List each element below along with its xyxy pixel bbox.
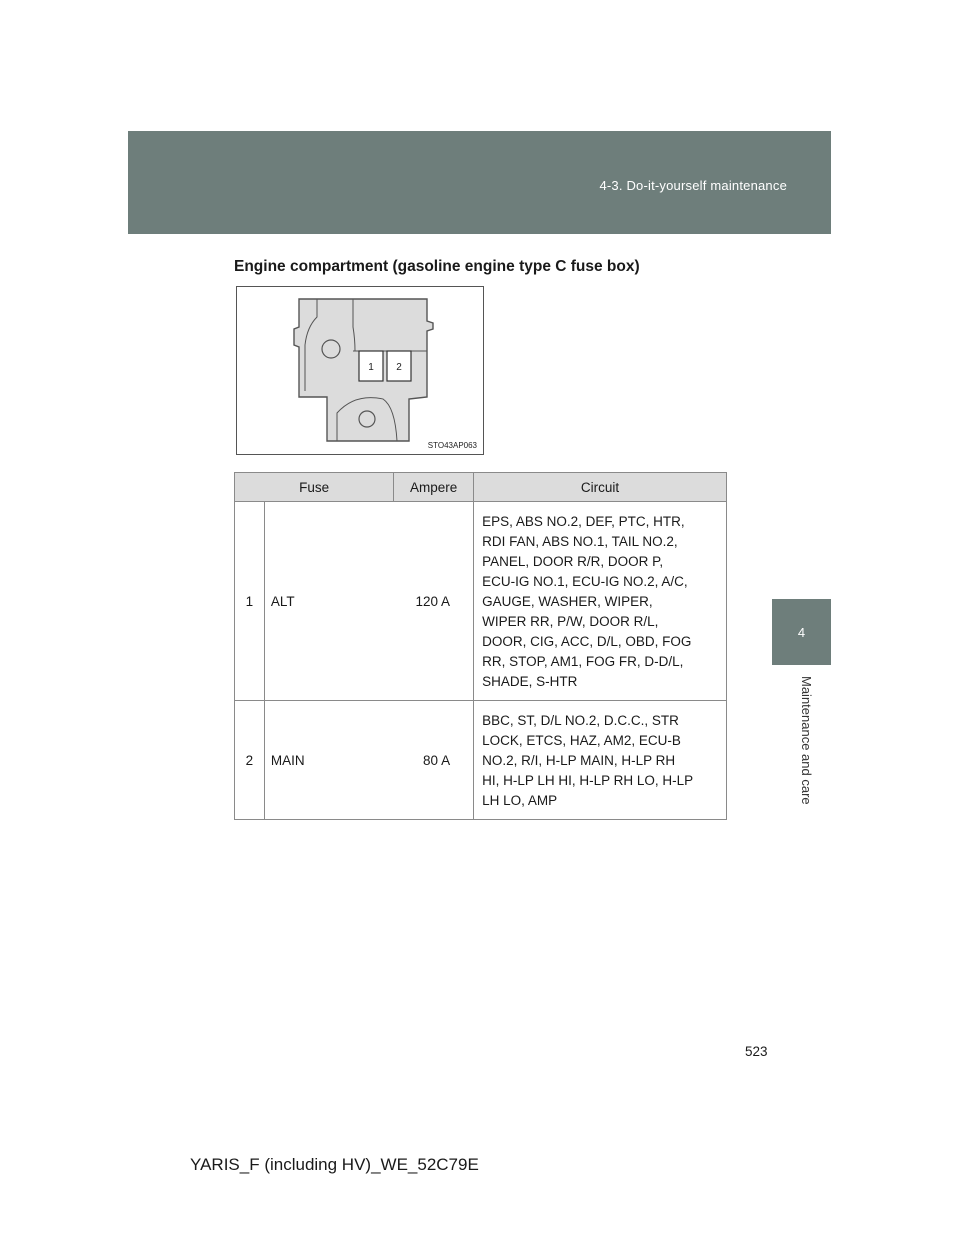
circuit-line: HI, H-LP LH HI, H-LP RH LO, H-LP bbox=[482, 773, 694, 788]
circuit-line: RDI FAN, ABS NO.1, TAIL NO.2, bbox=[482, 534, 678, 549]
fuse-label-1: 1 bbox=[368, 362, 374, 373]
figure-code: STO43AP063 bbox=[427, 441, 477, 450]
section-heading: 4-3. Do-it-yourself maintenance bbox=[599, 178, 787, 193]
chapter-label: Maintenance and care bbox=[799, 676, 814, 805]
chapter-number: 4 bbox=[797, 624, 806, 640]
table-row bbox=[235, 701, 727, 820]
circuit-line: WIPER RR, P/W, DOOR R/L, bbox=[482, 614, 659, 629]
header-circuit: Circuit bbox=[474, 473, 727, 502]
circuit-line: BBC, ST, D/L NO.2, D.C.C., STR bbox=[482, 713, 679, 728]
table-header-row bbox=[235, 473, 727, 502]
fuse-number: 1 bbox=[235, 502, 265, 701]
circuit-line: ECU-IG NO.1, ECU-IG NO.2, A/C, bbox=[482, 574, 688, 589]
fuse-ampere: 80 A bbox=[394, 701, 474, 820]
section-title: Engine compartment (gasoline engine type C fuse box) bbox=[234, 258, 640, 275]
circuit-line: PANEL, DOOR R/R, DOOR P, bbox=[482, 554, 664, 569]
circuit-line: SHADE, S-HTR bbox=[482, 674, 578, 689]
header-fuse: Fuse bbox=[235, 473, 394, 502]
circuit-line: LH LO, AMP bbox=[482, 793, 558, 808]
fuse-label-2: 2 bbox=[396, 362, 402, 373]
fuse-number: 2 bbox=[235, 701, 265, 820]
fuse-box-illustration bbox=[237, 287, 485, 456]
fuse-circuit bbox=[474, 701, 727, 820]
fuse-name: MAIN bbox=[264, 701, 393, 820]
fuse-name: ALT bbox=[264, 502, 393, 701]
table-row bbox=[235, 502, 727, 701]
fuse-table bbox=[234, 472, 727, 820]
mounting-post bbox=[359, 411, 375, 427]
mounting-post bbox=[322, 340, 340, 358]
header-ampere: Ampere bbox=[394, 473, 474, 502]
chapter-tab bbox=[772, 599, 831, 665]
header-band bbox=[128, 131, 831, 234]
circuit-line: NO.2, R/I, H-LP MAIN, H-LP RH bbox=[482, 753, 676, 768]
fuse-box-figure bbox=[236, 286, 484, 455]
page-number: 523 bbox=[745, 1044, 768, 1059]
fuse-circuit bbox=[474, 502, 727, 701]
circuit-line: LOCK, ETCS, HAZ, AM2, ECU-B bbox=[482, 733, 681, 748]
document-footer: YARIS_F (including HV)_WE_52C79E bbox=[190, 1155, 479, 1174]
circuit-line: GAUGE, WASHER, WIPER, bbox=[482, 594, 653, 609]
circuit-line: RR, STOP, AM1, FOG FR, D-D/L, bbox=[482, 654, 684, 669]
circuit-line: DOOR, CIG, ACC, D/L, OBD, FOG bbox=[482, 634, 692, 649]
circuit-line: EPS, ABS NO.2, DEF, PTC, HTR, bbox=[482, 514, 685, 529]
fuse-ampere: 120 A bbox=[394, 502, 474, 701]
